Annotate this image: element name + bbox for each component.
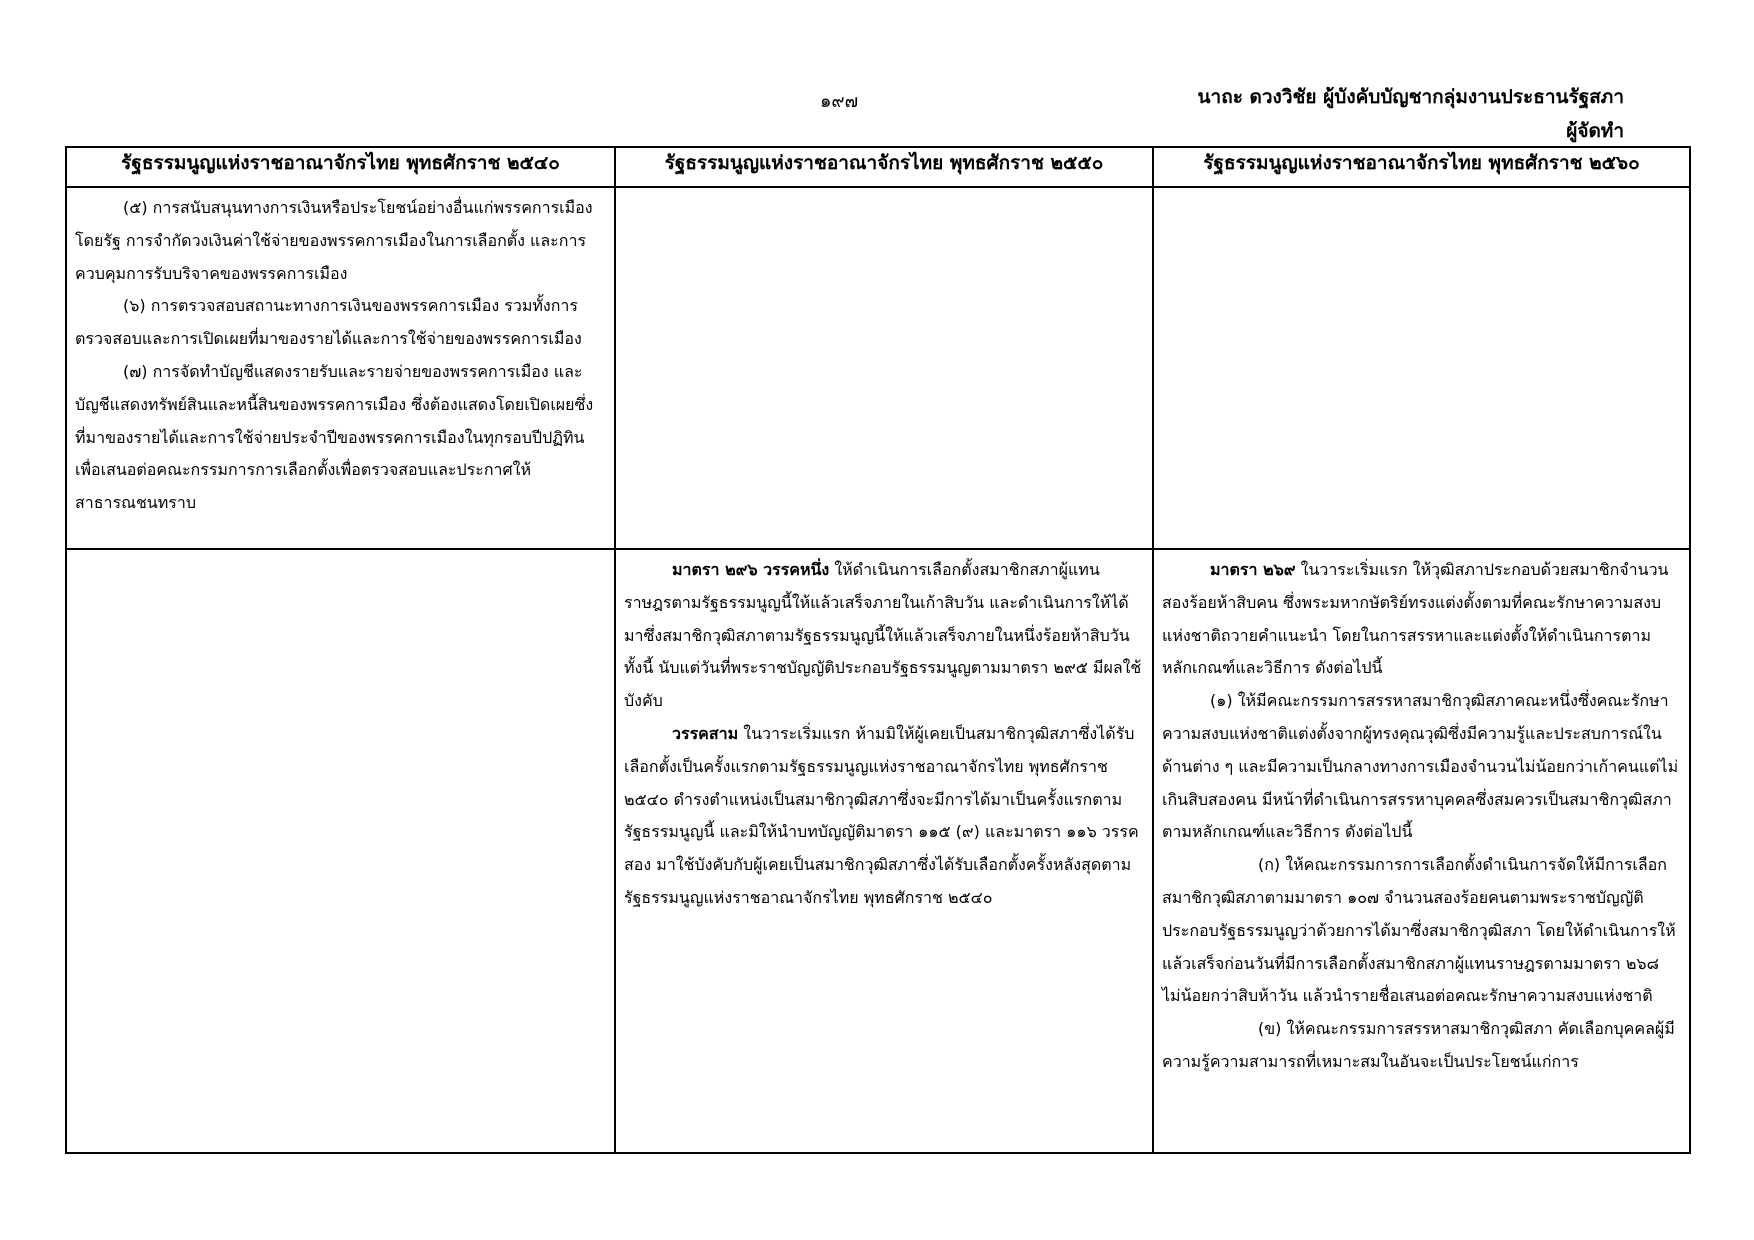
paragraph: (๗) การจัดทำบัญชีแสดงรายรับและรายจ่ายของพรรคการเมือง และบัญชีแสดงทรัพย์สินและหนี้สินของพรรคการเมือง ซึ่งต้องแสดงโดยเปิดเผยซึ่งที่มาของรายได้และการใช้จ่ายประจำปีของพรรคการเมืองในทุกรอบปีปฏิทิน เพื่อเสนอต่อคณะกรรมการการเลือกตั้งเพื่อตรวจสอบและประกาศให้สาธารณชนทราบ bbox=[75, 361, 594, 513]
table-row bbox=[66, 549, 1690, 1153]
paragraph: (๕) การสนับสนุนทางการเงินหรือประโยชน์อย่างอื่นแก่พรรคการเมืองโดยรัฐ การจำกัดวงเงินค่าใช้จ่ายของพรรคการเมืองในการเลือกตั้ง และการควบคุมการรับบริจาคของพรรคการเมือง bbox=[75, 198, 593, 283]
paragraph: (ข) ให้คณะกรรมการสรรหาสมาชิกวุฒิสภา คัดเลือกบุคคลผู้มีความรู้ความสามารถที่เหมาะสมในอันจะเป็นประโยชน์แก่การ bbox=[1162, 1019, 1675, 1071]
paragraph bbox=[1162, 554, 1681, 685]
author-block bbox=[1198, 80, 1624, 148]
column-header-2560: รัฐธรรมนูญแห่งราชอาณาจักรไทย พุทธศักราช ๒๕๖๐ bbox=[1153, 147, 1690, 187]
section-text: ในวาระเริ่มแรก ห้ามมิให้ผู้เคยเป็นสมาชิกวุฒิสภาซึ่งได้รับเลือกตั้งเป็นครั้งแรกตามรัฐธรรมนูญแห่งราชอาณาจักรไทย พุทธศักราช ๒๕๔๐ ดำรงตำแหน่งเป็นสมาชิกวุฒิสภาซึ่งจะมีการได้มาเป็นครั้งแรกตามรัฐธรรมนูญนี้ และมิให้นำบทบัญญัติมาตรา ๑๑๕ (๙) และมาตรา ๑๑๖ วรรคสอง มาใช้บังคับกับผู้เคยเป็นสมาชิกวุฒิสภาซึ่งได้รับเลือกตั้งครั้งหลังสุดตามรัฐธรรมนูญแห่งราชอาณาจักรไทย พุทธศักราช ๒๕๔๐ bbox=[624, 723, 1139, 907]
cell-2550 bbox=[615, 549, 1153, 1153]
cell-2540 bbox=[66, 187, 615, 549]
paragraph: (ก) ให้คณะกรรมการการเลือกตั้งดำเนินการจัดให้มีการเลือกสมาชิกวุฒิสภาตามมาตรา ๑๐๗ จำนวนสองร้อยคนตามพระราชบัญญัติประกอบรัฐธรรมนูญว่าด้วยการได้มาซึ่งสมาชิกวุฒิสภา โดยให้ดำเนินการให้แล้วเสร็จก่อนวันที่มีการเลือกตั้งสมาชิกสภาผู้แทนราษฎรตามมาตรา ๒๖๘ ไม่น้อยกว่าสิบห้าวัน แล้วนำรายชื่อเสนอต่อคณะรักษาความสงบแห่งชาติ bbox=[1162, 855, 1676, 1006]
paragraph bbox=[624, 554, 1144, 718]
table-header-row bbox=[66, 147, 1690, 187]
section-label: มาตรา ๒๖๙ bbox=[1210, 560, 1296, 579]
table-row bbox=[66, 187, 1690, 549]
paragraph: (๑) ให้มีคณะกรรมการสรรหาสมาชิกวุฒิสภาคณะหนึ่งซึ่งคณะรักษาความสงบแห่งชาติแต่งตั้งจากผู้ทรงคุณวุฒิซึ่งมีความรู้และประสบการณ์ในด้านต่าง ๆ และมีความเป็นกลางทางการเมืองจำนวนไม่น้อยกว่าเก้าคนแต่ไม่เกินสิบสองคน มีหน้าที่ดำเนินการสรรหาบุคคลซึ่งสมควรเป็นสมาชิกวุฒิสภา ตามหลักเกณฑ์และวิธีการ ดังต่อไปนี้ bbox=[1162, 691, 1679, 842]
page-number: ๑๙๗ bbox=[820, 91, 859, 112]
section-text: ในวาระเริ่มแรก ให้วุฒิสภาประกอบด้วยสมาชิกจำนวนสองร้อยห้าสิบคน ซึ่งพระมหากษัตริย์ทรงแต่งตั้งตามที่คณะรักษาความสงบแห่งชาติถวายคำแนะนำ โดยในการสรรหาและแต่งตั้งให้ดำเนินการตามหลักเกณฑ์และวิธีการ ดังต่อไปนี้ bbox=[1162, 560, 1669, 678]
column-header-2540: รัฐธรรมนูญแห่งราชอาณาจักรไทย พุทธศักราช ๒๕๔๐ bbox=[66, 147, 615, 187]
section-label: วรรคสาม bbox=[672, 723, 739, 743]
section-text: ให้ดำเนินการเลือกตั้งสมาชิกสภาผู้แทนราษฎรตามรัฐธรรมนูญนี้ให้แล้วเสร็จภายในเก้าสิบวัน และดำเนินการให้ได้มาซึ่งสมาชิกวุฒิสภาตามรัฐธรรมนูญนี้ให้แล้วเสร็จภายในหนึ่งร้อยห้าสิบวัน ทั้งนี้ นับแต่วันที่พระราชบัญญัติประกอบรัฐธรรมนูญตามมาตรา ๒๙๕ มีผลใช้บังคับ bbox=[624, 560, 1142, 711]
paragraph bbox=[624, 718, 1144, 915]
cell-2560-empty bbox=[1153, 187, 1690, 549]
cell-2550-empty bbox=[615, 187, 1153, 549]
comparison-table bbox=[65, 146, 1691, 1154]
author-role: ผู้จัดทำ bbox=[1566, 120, 1624, 142]
author-name: นาถะ ดวงวิชัย ผู้บังคับบัญชากลุ่มงานประธานรัฐสภา bbox=[1197, 86, 1624, 108]
cell-2560 bbox=[1153, 549, 1690, 1153]
section-label: มาตรา ๒๙๖ วรรคหนึ่ง bbox=[672, 560, 830, 579]
column-header-2550: รัฐธรรมนูญแห่งราชอาณาจักรไทย พุทธศักราช ๒๕๕๐ bbox=[615, 147, 1153, 187]
cell-2540-empty bbox=[66, 549, 615, 1153]
paragraph: (๖) การตรวจสอบสถานะทางการเงินของพรรคการเมือง รวมทั้งการตรวจสอบและการเปิดเผยที่มาของรายได้และการใช้จ่ายของพรรคการเมือง bbox=[75, 296, 582, 349]
